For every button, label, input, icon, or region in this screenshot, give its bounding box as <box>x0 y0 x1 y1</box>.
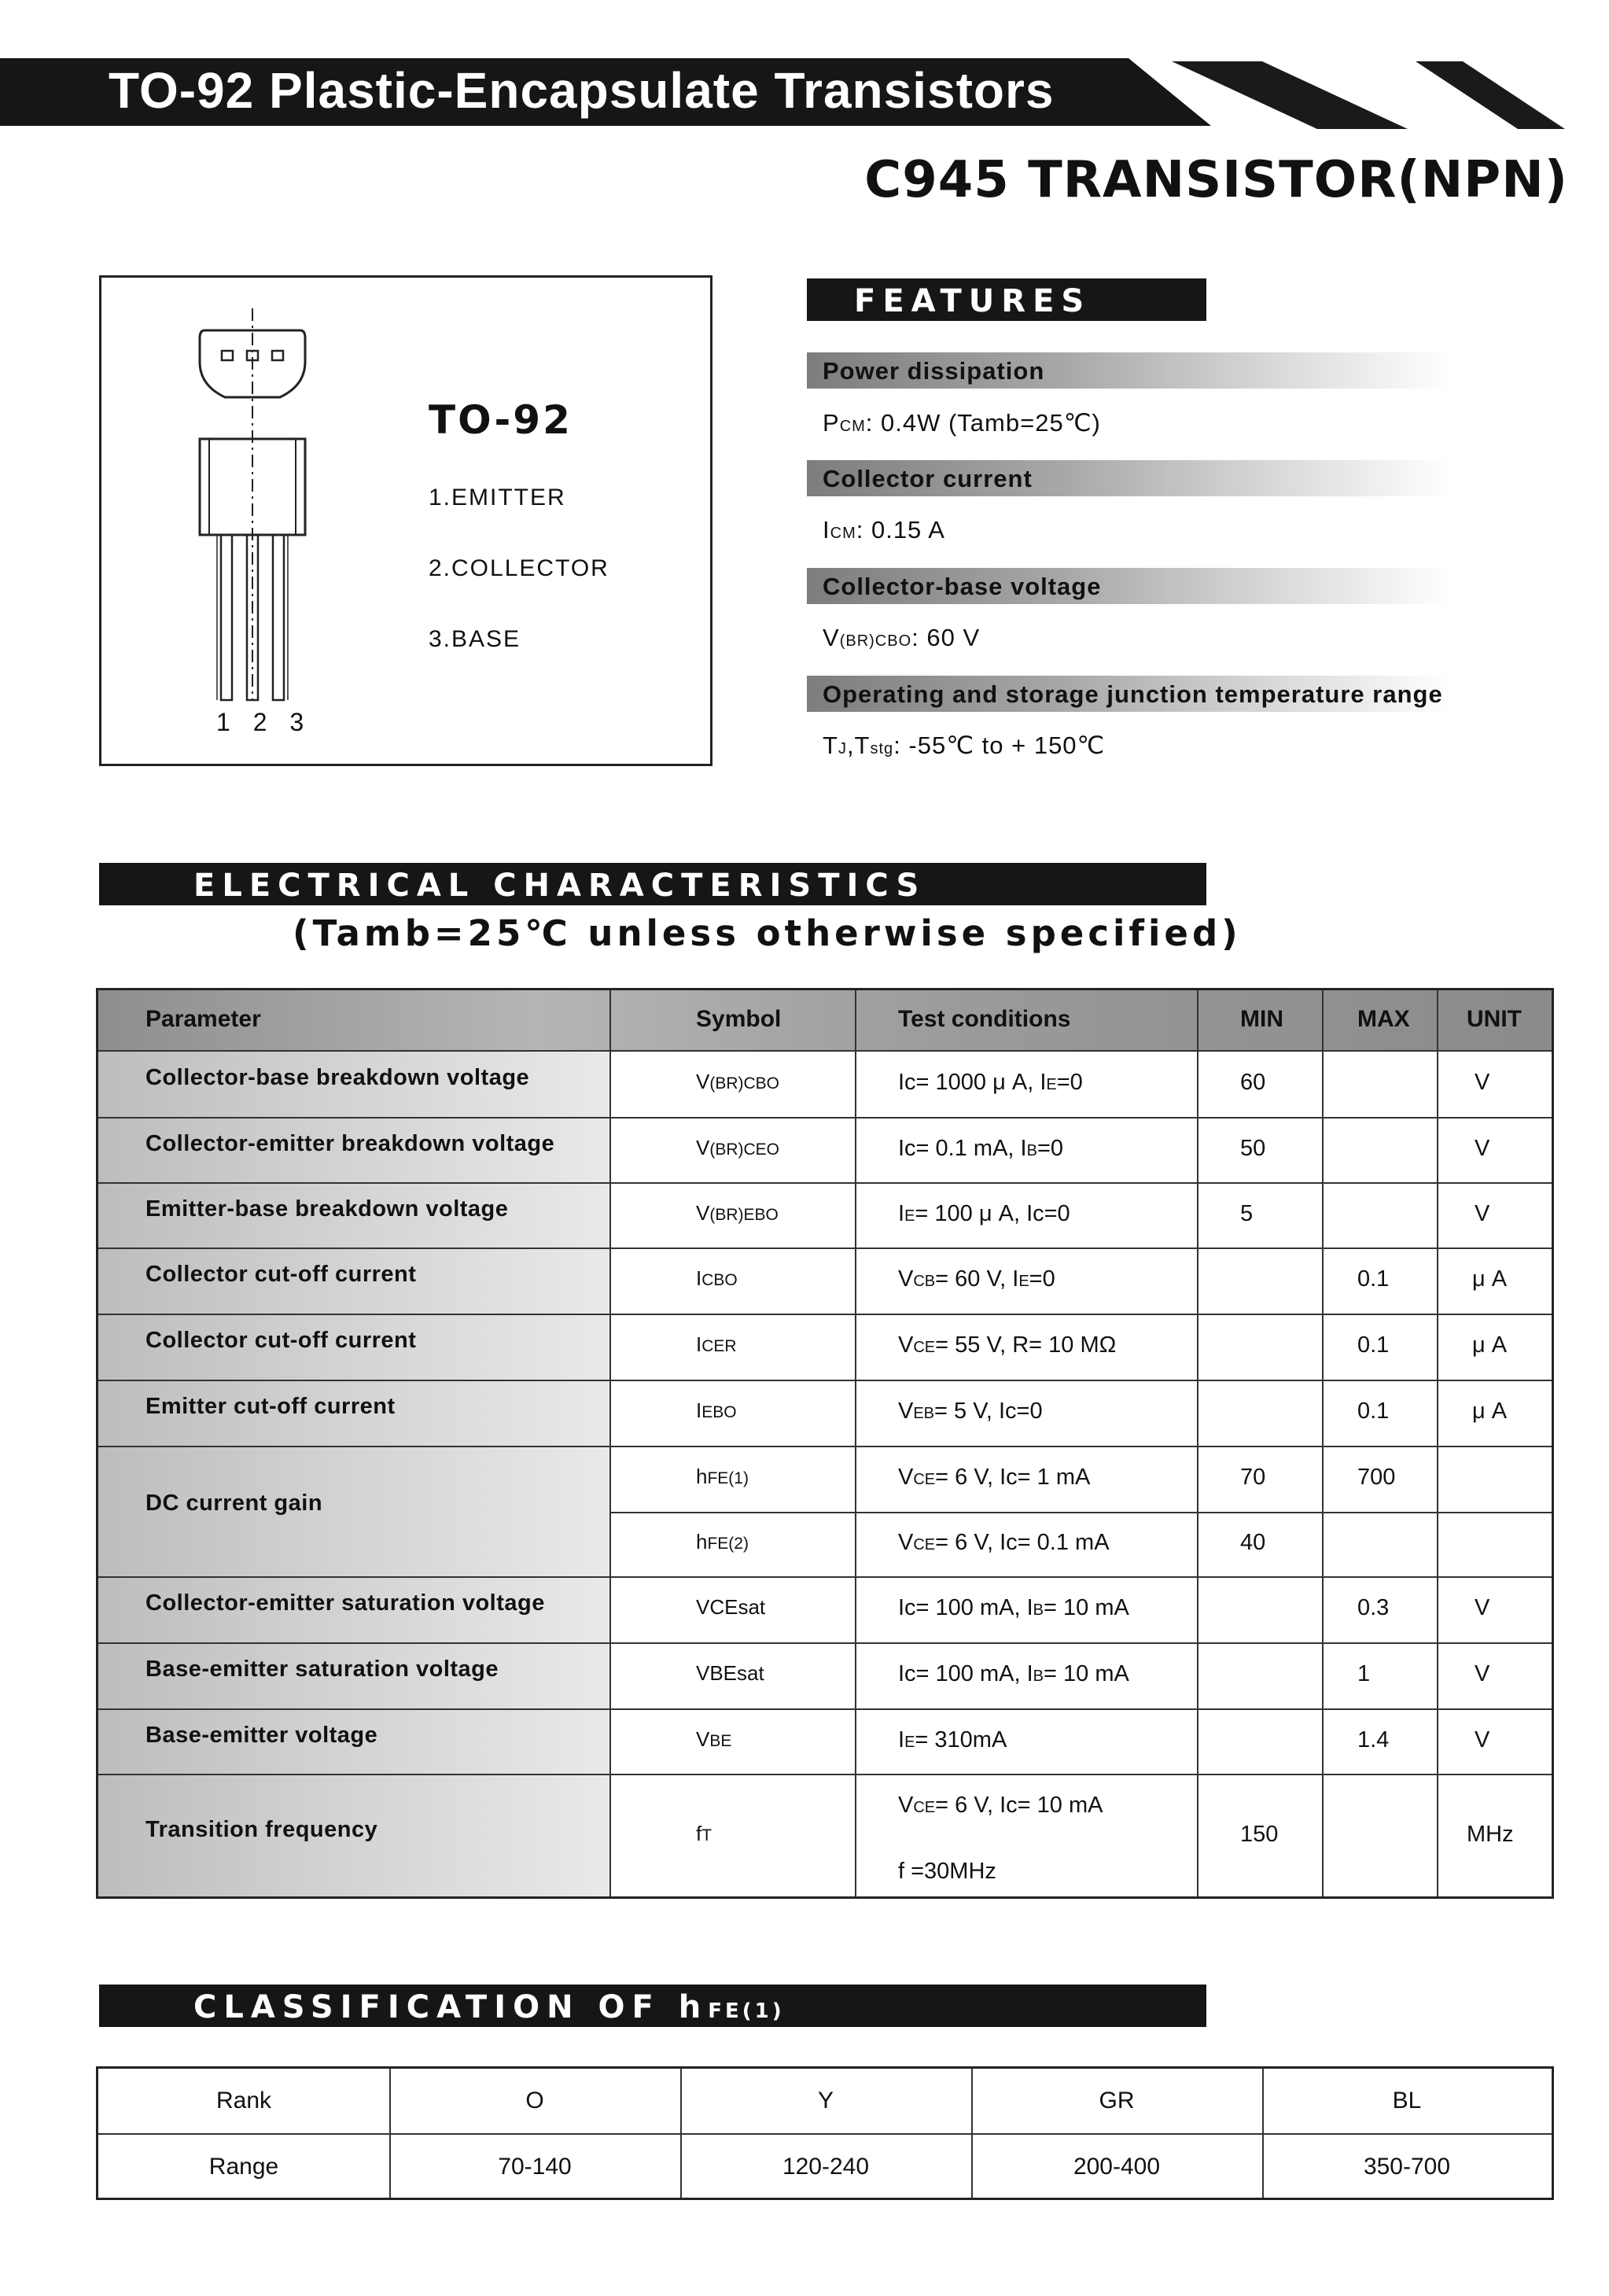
conditions-cell <box>898 1595 1129 1621</box>
pin-label: 1.EMITTER <box>429 485 566 510</box>
condition-subscript: E <box>1046 1075 1057 1093</box>
condition-text: V <box>898 1530 914 1555</box>
feature-value <box>823 409 1101 437</box>
condition-text: = 55 V, R= 10 MΩ <box>935 1332 1117 1358</box>
symbol-main: I <box>696 1266 702 1290</box>
condition-text: = 6 V, Ic= 10 mA <box>935 1793 1103 1818</box>
conditions-cell <box>898 1070 1083 1096</box>
symbol-cell <box>696 1595 765 1620</box>
unit-cell: μ A <box>1472 1332 1508 1358</box>
unit-cell: V <box>1475 1595 1490 1620</box>
conditions-cell <box>898 1332 1116 1358</box>
pin-numbers: 1 2 3 <box>216 708 312 736</box>
symbol-main: I <box>696 1399 702 1422</box>
condition-text: V <box>898 1465 914 1490</box>
max-cell: 1 <box>1357 1661 1371 1686</box>
feature-value <box>823 516 945 544</box>
feature-value <box>823 732 1105 760</box>
pin-label: 3.BASE <box>429 626 521 652</box>
electrical-section-bar: ELECTRICAL CHARACTERISTICS <box>99 863 1206 905</box>
features-section-bar: FEATURES <box>807 278 1206 321</box>
unit-cell: V <box>1475 1727 1490 1752</box>
parameter-cell: Collector-emitter breakdown voltage <box>145 1130 555 1156</box>
condition-text: Ic= 1000 μ A, I <box>898 1069 1047 1095</box>
symbol-subscript: BE <box>709 1731 732 1750</box>
range-cell: 70-140 <box>498 2154 572 2180</box>
condition-text: =0 <box>1029 1266 1055 1292</box>
symbol-main: VCEsat <box>696 1595 766 1619</box>
pin-label: 2.COLLECTOR <box>429 555 609 581</box>
feature-value <box>823 624 980 652</box>
symbol-subscript: (BR)CEO <box>709 1140 780 1159</box>
symbol-subscript: CBO <box>701 1271 738 1289</box>
conditions-cell <box>898 1465 1090 1491</box>
range-cell: 200-400 <box>1073 2154 1161 2180</box>
symbol-cell <box>696 1070 779 1094</box>
condition-text: = 10 mA <box>1044 1661 1129 1686</box>
column-divider <box>1197 990 1198 1896</box>
symbol-cell <box>696 1661 764 1686</box>
feature-value-text: : 0.15 A <box>856 516 945 544</box>
symbol-subscript: FE(2) <box>707 1535 749 1553</box>
condition-subscript: E <box>904 1207 915 1225</box>
feature-heading: Collector current <box>807 460 1452 496</box>
conditions-cell <box>898 1136 1063 1162</box>
symbol-cell <box>696 1465 749 1489</box>
condition-subscript: CE <box>913 1799 936 1816</box>
table-header-unit: UNIT <box>1467 1006 1522 1032</box>
parameter-cell: Collector-emitter saturation voltage <box>145 1590 545 1616</box>
unit-cell: V <box>1475 1200 1490 1226</box>
row-divider <box>98 1050 1552 1052</box>
feature-symbol: I <box>823 516 830 544</box>
symbol-main: h <box>696 1530 708 1553</box>
condition-text: = 100 μ A, Ic=0 <box>915 1200 1070 1226</box>
classification-table <box>96 2066 1554 2200</box>
rank-cell: O <box>525 2088 544 2114</box>
rank-cell: Y <box>817 2088 834 2114</box>
feature-symbol2: ,T <box>846 732 871 759</box>
condition-text: Ic= 0.1 mA, I <box>898 1135 1027 1161</box>
row-divider <box>98 1182 1552 1184</box>
symbol-subscript: (BR)EBO <box>709 1205 779 1224</box>
symbol-cell <box>696 1136 779 1160</box>
range-cell: 350-700 <box>1363 2154 1451 2180</box>
row-divider <box>98 1314 1552 1315</box>
table-header-parameter: Parameter <box>145 1006 261 1032</box>
classification-title-sub: FE(1) <box>708 1999 785 2023</box>
row-divider <box>98 1774 1552 1775</box>
package-name: TO-92 <box>429 397 573 443</box>
condition-text: = 310mA <box>915 1727 1007 1752</box>
condition-text: I <box>898 1200 905 1226</box>
condition-subscript: B <box>1033 1601 1044 1619</box>
feature-symbol-sub: (BR)CBO <box>839 632 912 650</box>
table-header-max: MAX <box>1357 1006 1410 1032</box>
page-title: TO-92 Plastic-Encapsulate Transistors <box>109 62 1055 119</box>
row-divider <box>98 1708 1552 1710</box>
condition-text: = 60 V, I <box>935 1266 1019 1292</box>
row-divider <box>98 2133 1552 2135</box>
condition-subscript: CE <box>913 1471 936 1488</box>
rank-label: Rank <box>215 2088 272 2114</box>
max-cell: 0.1 <box>1357 1332 1390 1358</box>
condition-text: I <box>898 1727 905 1752</box>
unit-cell: MHz <box>1467 1822 1514 1847</box>
conditions-cell <box>898 1793 1103 1819</box>
row-divider <box>98 1446 1552 1447</box>
min-cell: 40 <box>1240 1530 1266 1555</box>
column-divider <box>1437 990 1438 1896</box>
condition-text: = 6 V, Ic= 1 mA <box>935 1465 1091 1490</box>
symbol-main: h <box>696 1465 708 1488</box>
conditions-cell <box>898 1661 1129 1687</box>
symbol-main: V <box>696 1135 710 1159</box>
row-divider <box>98 1248 1552 1249</box>
rank-cell: GR <box>1099 2088 1135 2114</box>
condition-text: V <box>898 1793 914 1818</box>
header-stripe <box>1172 61 1416 129</box>
min-cell: 50 <box>1240 1135 1266 1161</box>
symbol-cell <box>696 1399 737 1423</box>
parameter-cell: Collector cut-off current <box>145 1328 417 1353</box>
parameter-cell: Transition frequency <box>145 1817 378 1842</box>
parameter-cell: Base-emitter voltage <box>145 1722 378 1748</box>
parameter-cell: Base-emitter saturation voltage <box>145 1657 499 1682</box>
package-diagram-box <box>99 275 712 766</box>
to92-package-icon <box>99 275 712 766</box>
row-divider <box>98 1380 1552 1381</box>
unit-cell: μ A <box>1472 1399 1508 1424</box>
condition-subscript: CB <box>913 1273 936 1290</box>
electrical-subtitle: (Tamb=25℃ unless otherwise specified) <box>293 912 1242 954</box>
symbol-cell <box>696 1266 738 1291</box>
condition-subscript: B <box>1026 1141 1037 1159</box>
condition-subscript: EB <box>913 1405 935 1422</box>
condition-text: Ic= 100 mA, I <box>898 1595 1033 1620</box>
column-divider <box>609 990 611 1896</box>
condition-text: =0 <box>1056 1069 1083 1095</box>
rank-cell: BL <box>1392 2088 1422 2114</box>
unit-cell: V <box>1475 1069 1490 1095</box>
column-divider <box>855 990 856 1896</box>
min-cell: 5 <box>1240 1200 1254 1226</box>
range-label: Range <box>208 2154 279 2180</box>
part-title: C945 TRANSISTOR(NPN) <box>864 151 1568 209</box>
symbol-subscript: CER <box>701 1337 737 1355</box>
parameter-cell: Collector-base breakdown voltage <box>145 1064 530 1090</box>
row-divider <box>98 1642 1552 1644</box>
symbol-main: V <box>696 1069 710 1093</box>
symbol-subscript: T <box>701 1826 712 1845</box>
feature-symbol2-sub: stg <box>870 740 894 757</box>
unit-cell: V <box>1475 1135 1490 1161</box>
max-cell: 0.1 <box>1357 1266 1390 1292</box>
table-header-symbol: Symbol <box>696 1006 782 1032</box>
feature-heading: Power dissipation <box>807 352 1452 389</box>
condition-text: = 10 mA <box>1044 1595 1129 1620</box>
condition-subscript: B <box>1033 1668 1044 1685</box>
symbol-cell <box>696 1201 779 1225</box>
row-divider <box>609 1512 1552 1513</box>
condition-text: = 6 V, Ic= 0.1 mA <box>935 1530 1110 1555</box>
min-cell: 70 <box>1240 1465 1266 1490</box>
row-divider <box>98 1117 1552 1119</box>
parameter-cell: Emitter cut-off current <box>145 1394 396 1419</box>
feature-symbol-sub: J <box>838 740 847 757</box>
max-cell: 1.4 <box>1357 1727 1390 1752</box>
condition-subscript: E <box>1018 1273 1029 1290</box>
header-stripe <box>1416 61 1573 129</box>
max-cell: 0.1 <box>1357 1399 1390 1424</box>
column-divider <box>1322 990 1324 1896</box>
condition-text: Ic= 100 mA, I <box>898 1661 1033 1686</box>
feature-symbol-sub: CM <box>830 525 856 542</box>
condition-text: V <box>898 1332 914 1358</box>
condition-subscript: CE <box>913 1536 936 1553</box>
symbol-cell <box>696 1727 731 1752</box>
max-cell: 700 <box>1357 1465 1396 1490</box>
conditions-cell <box>898 1266 1055 1292</box>
table-header-row <box>98 990 1552 1050</box>
feature-symbol-sub: CM <box>839 418 866 435</box>
table-header-conditions: Test conditions <box>898 1006 1071 1032</box>
symbol-main: V <box>696 1200 710 1225</box>
symbol-main: V <box>696 1727 710 1751</box>
conditions-cell <box>898 1399 1043 1424</box>
parameter-cell: DC current gain <box>145 1491 323 1516</box>
symbol-cell <box>696 1332 737 1357</box>
conditions-line2: f =30MHz <box>898 1859 996 1884</box>
parameter-cell: Emitter-base breakdown voltage <box>145 1196 509 1222</box>
electrical-table <box>96 988 1554 1899</box>
symbol-main: I <box>696 1332 702 1356</box>
classification-section-bar <box>99 1985 1206 2027</box>
row-divider <box>98 1576 1552 1578</box>
symbol-subscript: FE(1) <box>707 1469 749 1487</box>
symbol-subscript: EBO <box>701 1403 737 1421</box>
condition-text: =0 <box>1036 1135 1064 1161</box>
feature-value-text: : 60 V <box>911 624 981 651</box>
condition-subscript: CE <box>913 1339 936 1356</box>
parameter-column-shade <box>98 1050 609 1896</box>
conditions-cell <box>898 1530 1110 1556</box>
table-header-min: MIN <box>1240 1006 1283 1032</box>
min-cell: 60 <box>1240 1069 1266 1095</box>
symbol-cell <box>696 1822 712 1846</box>
condition-subscript: E <box>904 1733 915 1751</box>
feature-heading: Collector-base voltage <box>807 568 1452 604</box>
feature-heading: Operating and storage junction temperature range <box>807 676 1452 712</box>
unit-cell: V <box>1475 1661 1490 1686</box>
range-cell: 120-240 <box>782 2154 870 2180</box>
condition-text: V <box>898 1399 914 1424</box>
conditions-cell <box>898 1201 1070 1227</box>
condition-text: V <box>898 1266 914 1292</box>
feature-symbol: V <box>823 624 840 651</box>
symbol-main: f <box>696 1822 702 1845</box>
feature-symbol: T <box>823 732 838 759</box>
feature-symbol: P <box>823 409 840 437</box>
feature-value-text: : -55℃ to + 150℃ <box>893 732 1106 759</box>
symbol-cell <box>696 1530 749 1554</box>
classification-title: CLASSIFICATION OF h <box>193 1989 709 2025</box>
symbol-subscript: (BR)CBO <box>709 1074 780 1093</box>
feature-value-text: : 0.4W (Tamb=25℃) <box>865 409 1101 437</box>
condition-text: = 5 V, Ic=0 <box>934 1399 1043 1424</box>
symbol-main: VBEsat <box>696 1661 764 1685</box>
min-cell: 150 <box>1240 1822 1279 1847</box>
unit-cell: μ A <box>1472 1266 1508 1292</box>
parameter-cell: Collector cut-off current <box>145 1262 417 1287</box>
conditions-cell <box>898 1727 1007 1753</box>
max-cell: 0.3 <box>1357 1595 1390 1620</box>
